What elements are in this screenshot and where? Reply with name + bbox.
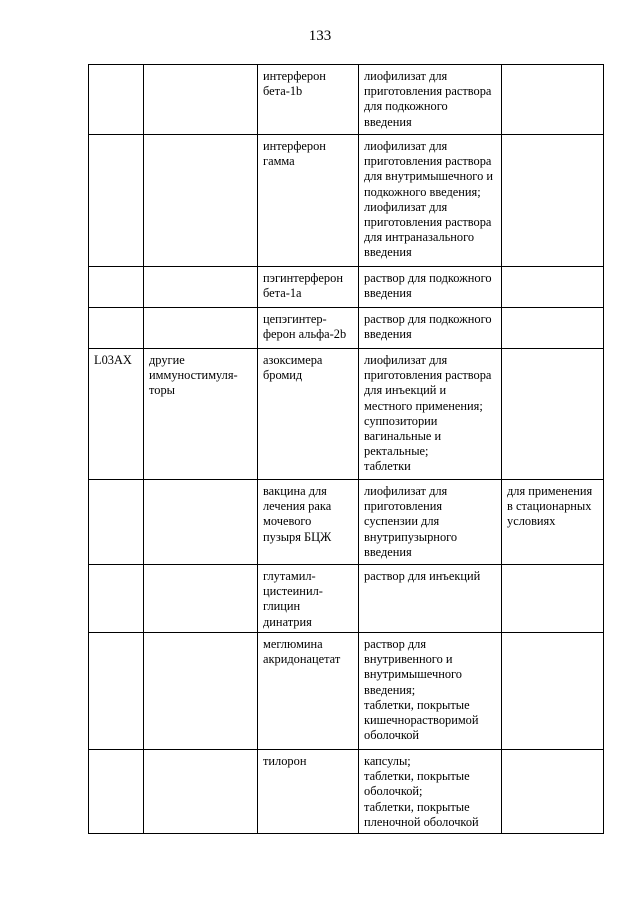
atc-code-cell xyxy=(89,633,144,750)
dosage-form-cell xyxy=(359,565,502,633)
dosage-form-cell-line: для инъекций и xyxy=(364,383,447,398)
drug-name-cell xyxy=(258,349,359,480)
page-number: 133 xyxy=(308,28,332,44)
dosage-form-cell-line: лиофилизат для xyxy=(364,139,448,153)
note-cell xyxy=(502,480,604,565)
dosage-form-cell-line: приготовления раствора xyxy=(364,368,492,383)
atc-code-cell xyxy=(89,267,144,308)
drug-name-cell xyxy=(258,480,359,565)
dosage-form-cell-line: капсулы; xyxy=(364,754,411,768)
dosage-form-cell-line: введения xyxy=(364,245,412,260)
drug-name-cell-line: глицин xyxy=(263,599,301,614)
dosage-form-cell xyxy=(359,267,502,308)
table-row xyxy=(89,565,604,633)
dosage-form-cell-line: введения xyxy=(364,327,412,342)
drug-name-cell xyxy=(258,65,359,135)
dosage-form-cell-line: лиофилизат для xyxy=(364,484,448,498)
note-cell xyxy=(502,65,604,135)
dosage-form-cell xyxy=(359,135,502,267)
note-cell-line: для применения xyxy=(507,484,593,498)
drug-name-cell-line: тилорон xyxy=(263,754,307,768)
atc-code-cell xyxy=(89,565,144,633)
dosage-form-cell xyxy=(359,65,502,135)
drug-name-cell xyxy=(258,267,359,308)
drug-name-cell-line: цистеинил- xyxy=(263,584,323,599)
table-row xyxy=(89,135,604,267)
atc-code-cell xyxy=(89,750,144,834)
drug-name-cell-line: вакцина для xyxy=(263,484,327,498)
drug-name-cell xyxy=(258,633,359,750)
drug-name-cell-line: интерферон xyxy=(263,139,326,153)
drug-name-cell xyxy=(258,750,359,834)
dosage-form-cell-line: лиофилизат для xyxy=(364,353,448,367)
drug-name-cell-line: цепэгинтер- xyxy=(263,312,327,326)
drug-name-cell-line: меглюмина xyxy=(263,637,323,651)
dosage-form-cell-line: таблетки, покрытые xyxy=(364,799,470,814)
drug-name-cell-line: ферон альфа-2b xyxy=(263,327,347,342)
drug-name-cell-line: бромид xyxy=(263,368,303,383)
dosage-form-cell xyxy=(359,480,502,565)
atc-code-cell xyxy=(89,135,144,267)
drug-name-cell xyxy=(258,135,359,267)
dosage-form-cell-line: вагинальные и xyxy=(364,429,442,444)
dosage-form-cell xyxy=(359,308,502,349)
pharm-group-cell-line: иммуностимуля- xyxy=(149,368,238,383)
table-row xyxy=(89,65,604,135)
table-row xyxy=(89,480,604,565)
table-row xyxy=(89,750,604,834)
dosage-form-cell-line: лиофилизат для xyxy=(364,199,448,214)
drug-name-cell-line: мочевого xyxy=(263,514,312,529)
note-cell xyxy=(502,135,604,267)
dosage-form-cell-line: раствор для подкожного xyxy=(364,312,492,326)
dosage-form-cell-line: местного применения; xyxy=(364,398,483,413)
drug-name-cell-line: бета-1а xyxy=(263,286,302,301)
dosage-form-cell-line: оболочкой xyxy=(364,728,420,743)
dosage-form-cell-line: приготовления раствора xyxy=(364,154,492,169)
atc-code-cell xyxy=(89,480,144,565)
note-cell xyxy=(502,565,604,633)
dosage-form-cell-line: внутримышечного xyxy=(364,667,462,682)
drug-name-cell-line: лечения рака xyxy=(263,499,332,514)
pharm-group-cell-line: торы xyxy=(149,383,175,398)
dosage-form-cell-line: приготовления раствора xyxy=(364,215,492,230)
drug-table xyxy=(88,64,604,834)
drug-name-cell-line: пэгинтерферон xyxy=(263,271,343,285)
drug-table-body xyxy=(89,65,604,834)
atc-code-cell xyxy=(89,349,144,480)
pharm-group-cell xyxy=(144,135,258,267)
atc-code-cell-text: L03AX xyxy=(94,353,132,367)
note-cell xyxy=(502,349,604,480)
drug-name-cell-line: азоксимера xyxy=(263,353,323,367)
dosage-form-cell-line: внутрипузырного xyxy=(364,529,458,544)
drug-name-cell-line: гамма xyxy=(263,154,295,169)
note-cell xyxy=(502,267,604,308)
dosage-form-cell xyxy=(359,750,502,834)
dosage-form-cell-line: введения; xyxy=(364,682,416,697)
dosage-form-cell xyxy=(359,633,502,750)
drug-name-cell-line: глутамил- xyxy=(263,569,316,583)
dosage-form-cell-line: подкожного введения; xyxy=(364,184,481,199)
dosage-form-cell-line: введения xyxy=(364,286,412,301)
drug-name-cell-line: пузыря БЦЖ xyxy=(263,529,332,544)
dosage-form-cell-line: таблетки xyxy=(364,459,411,474)
dosage-form-cell-line: таблетки, покрытые xyxy=(364,769,470,784)
pharm-group-cell-line: другие xyxy=(149,353,185,367)
dosage-form-cell-line: для интраназального xyxy=(364,230,475,245)
drug-name-cell xyxy=(258,308,359,349)
pharm-group-cell xyxy=(144,565,258,633)
dosage-form-cell-line: внутривенного и xyxy=(364,652,453,667)
dosage-form-cell-line: лиофилизат для xyxy=(364,69,448,83)
dosage-form-cell-line: введения xyxy=(364,114,412,129)
drug-name-cell-line: интерферон xyxy=(263,69,326,83)
dosage-form-cell-line: ректальные; xyxy=(364,444,429,459)
dosage-form-cell-line: раствор для xyxy=(364,637,427,651)
table-row xyxy=(89,267,604,308)
dosage-form-cell-line: оболочкой; xyxy=(364,784,423,799)
pharm-group-cell xyxy=(144,480,258,565)
dosage-form-cell-line: раствор для подкожного xyxy=(364,271,492,285)
note-cell xyxy=(502,750,604,834)
drug-name-cell-line: динатрия xyxy=(263,614,312,629)
table-row xyxy=(89,349,604,480)
pharm-group-cell xyxy=(144,750,258,834)
dosage-form-cell xyxy=(359,349,502,480)
drug-name-cell-line: акридонацетат xyxy=(263,652,341,667)
dosage-form-cell-line: введения xyxy=(364,544,412,559)
pharm-group-cell xyxy=(144,349,258,480)
pharm-group-cell xyxy=(144,267,258,308)
note-cell-line: условиях xyxy=(507,514,556,529)
dosage-form-cell-line: кишечнорастворимой xyxy=(364,713,479,728)
dosage-form-cell-line: приготовления раствора xyxy=(364,84,492,99)
dosage-form-cell-line: суппозитории xyxy=(364,413,438,428)
table-row xyxy=(89,633,604,750)
drug-name-cell-line: бета-1b xyxy=(263,84,303,99)
table-row xyxy=(89,308,604,349)
dosage-form-cell-line: пленочной оболочкой xyxy=(364,814,479,829)
note-cell xyxy=(502,633,604,750)
dosage-form-cell-line: суспензии для xyxy=(364,514,440,529)
dosage-form-cell-line: для подкожного xyxy=(364,99,448,114)
pharm-group-cell xyxy=(144,308,258,349)
pharm-group-cell xyxy=(144,65,258,135)
note-cell-line: в стационарных xyxy=(507,499,592,514)
pharm-group-cell xyxy=(144,633,258,750)
atc-code-cell xyxy=(89,65,144,135)
dosage-form-cell-line: для внутримышечного и xyxy=(364,169,494,184)
drug-name-cell xyxy=(258,565,359,633)
atc-code-cell xyxy=(89,308,144,349)
dosage-form-cell-line: приготовления xyxy=(364,499,443,514)
note-cell xyxy=(502,308,604,349)
dosage-form-cell-line: раствор для инъекций xyxy=(364,569,481,583)
dosage-form-cell-line: таблетки, покрытые xyxy=(364,697,470,712)
